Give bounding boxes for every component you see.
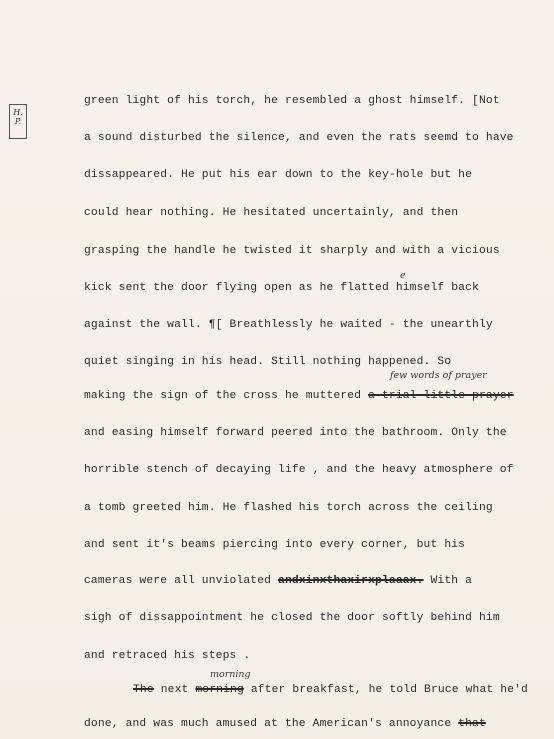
text-line-10: and easing himself forward peered into the bathroom. Only the (84, 427, 507, 439)
text-line-16: and retraced his steps . (84, 650, 251, 662)
struck-text-the: The (133, 684, 154, 696)
handwritten-morning: morning (210, 669, 251, 680)
text-line-14-end: With a (423, 575, 473, 587)
text-line-15: sigh of dissappointment he closed the door softly behind him (84, 612, 500, 624)
text-line-17-a: next (153, 684, 196, 696)
struck-text-morning: morning (195, 684, 244, 696)
margin-note-initials: H. P. (9, 104, 27, 139)
text-line-6: kick sent the door flying open as he flatted himself back (84, 282, 479, 294)
text-line-18-typed: done, and was much amused at the American's annoyance (84, 718, 459, 730)
text-line-18 (84, 718, 486, 730)
text-line-4: could hear nothing. He hesitated uncertainly, and then (84, 207, 459, 219)
text-line-17-b: after breakfast, he told Bruce what he'd (243, 684, 528, 696)
text-line-12: a tomb greeted him. He flashed his torch across the ceiling (84, 502, 493, 514)
text-line-7: against the wall. ¶[ Breathlessly he waited - the unearthly (84, 319, 493, 331)
handwritten-few-words: few words of prayer (390, 370, 487, 381)
struck-text-x-out: andxinxthaxirxplaaax. (278, 575, 424, 587)
struck-text-that: that (458, 718, 486, 730)
text-line-17 (133, 684, 528, 696)
text-line-5: grasping the handle he twisted it sharply and with a vicious (84, 245, 500, 257)
text-line-11: horrible stench of decaying life , and the heavy atmosphere of (84, 464, 514, 476)
text-line-13: and sent it's beams piercing into every corner, but his (84, 539, 466, 551)
text-line-2: a sound disturbed the silence, and even the rats seemd to have (84, 132, 514, 144)
text-line-1: green light of his torch, he resembled a ghost himself. [Not (84, 95, 500, 107)
text-line-14 (84, 575, 472, 587)
text-line-9-typed: making the sign of the cross he muttered (84, 390, 369, 402)
text-line-8: quiet singing in his head. Still nothing happened. So (84, 356, 452, 368)
handwritten-insert-e: e (400, 270, 406, 281)
text-line-14-typed: cameras were all unviolated (84, 575, 279, 587)
struck-text-prayer: a trial little prayer (368, 390, 514, 402)
text-line-3: dissappeared. He put his ear down to the key-hole but he (84, 169, 473, 181)
text-line-9 (84, 390, 514, 402)
